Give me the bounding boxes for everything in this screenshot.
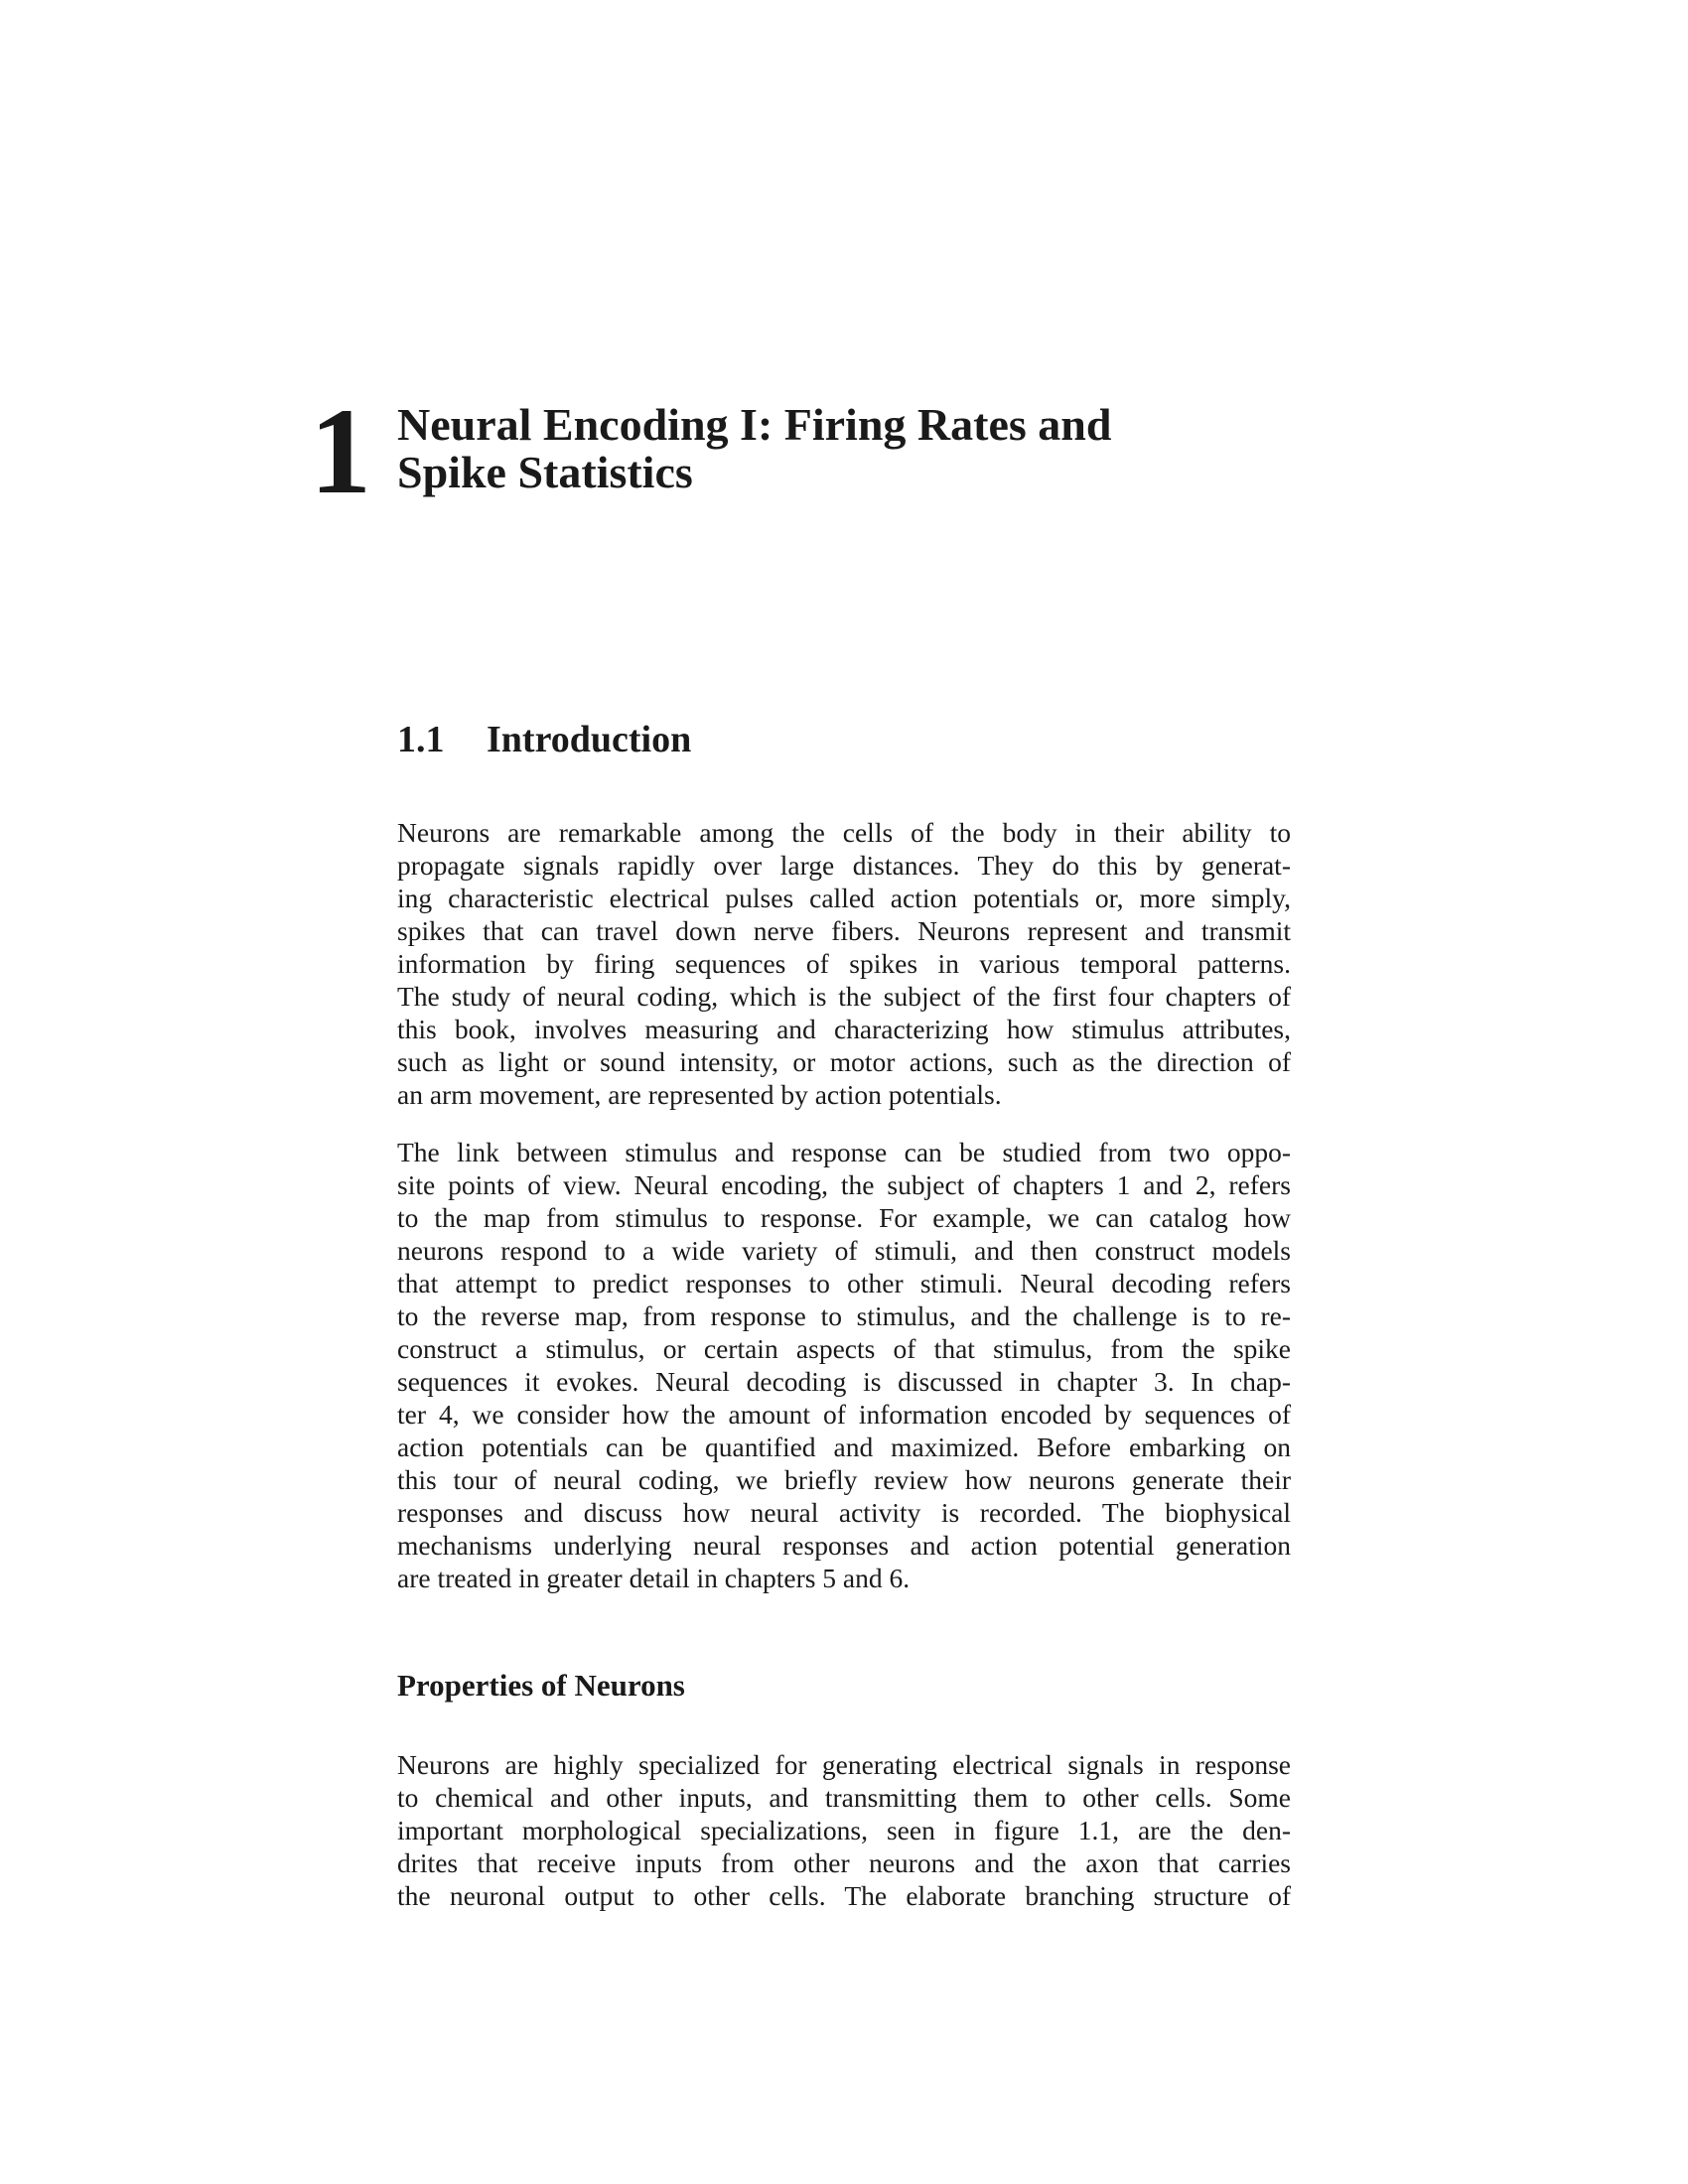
chapter-title xyxy=(397,401,1111,496)
text-line: neurons respond to a wide variety of stimuli, and then construct models xyxy=(397,1235,1291,1266)
text-line: site points of view. Neural encoding, the subject of chapters 1 and 2, refers xyxy=(397,1169,1291,1200)
text-line: the neuronal output to other cells. The elaborate branching structure of xyxy=(397,1880,1291,1911)
paragraph-introduction-1 xyxy=(397,816,1291,1111)
text-line: responses and discuss how neural activity is recorded. The biophysical xyxy=(397,1497,1291,1528)
section-heading xyxy=(397,717,691,762)
text-line: spikes that can travel down nerve fibers. Neurons represent and transmit xyxy=(397,915,1291,946)
text-line: Neurons are remarkable among the cells of the body in their ability to xyxy=(397,817,1291,848)
text-line: drites that receive inputs from other neurons and the axon that carries xyxy=(397,1847,1291,1878)
paragraph-introduction-2 xyxy=(397,1136,1291,1594)
text-line: Neurons are highly specialized for generating electrical signals in response xyxy=(397,1749,1291,1780)
text-line: construct a stimulus, or certain aspects of that stimulus, from the spike xyxy=(397,1333,1291,1364)
text-line: important morphological specializations, seen in figure 1.1, are the den- xyxy=(397,1815,1291,1845)
section-title: Introduction xyxy=(487,719,692,760)
subsection-heading: Properties of Neurons xyxy=(397,1668,685,1703)
paragraph-properties-of-neurons xyxy=(397,1748,1291,1912)
text-line: such as light or sound intensity, or motor actions, such as the direction of xyxy=(397,1046,1291,1077)
text-line: The study of neural coding, which is the subject of the first four chapters of xyxy=(397,981,1291,1012)
text-line: this tour of neural coding, we briefly review how neurons generate their xyxy=(397,1464,1291,1495)
text-line: that attempt to predict responses to other stimuli. Neural decoding refers xyxy=(397,1268,1291,1298)
chapter-heading xyxy=(310,383,1402,519)
text-line: mechanisms underlying neural responses and action potential generation xyxy=(397,1530,1291,1561)
text-line: to the map from stimulus to response. For example, we can catalog how xyxy=(397,1202,1291,1233)
text-line: propagate signals rapidly over large distances. They do this by generat- xyxy=(397,850,1291,881)
chapter-title-line-2: Spike Statistics xyxy=(397,447,693,497)
section-number: 1.1 xyxy=(397,719,445,760)
text-line: an arm movement, are represented by action potentials. xyxy=(397,1079,1002,1110)
text-line: ing characteristic electrical pulses called action potentials or, more simply, xyxy=(397,883,1291,913)
chapter-number: 1 xyxy=(310,383,371,519)
text-line: ter 4, we consider how the amount of information encoded by sequences of xyxy=(397,1399,1291,1430)
text-line: sequences it evokes. Neural decoding is discussed in chapter 3. In chap- xyxy=(397,1366,1291,1397)
chapter-title-line-1: Neural Encoding I: Firing Rates and xyxy=(397,399,1112,450)
text-line: are treated in greater detail in chapters 5 and 6. xyxy=(397,1563,911,1593)
text-line: The link between stimulus and response can be studied from two oppo- xyxy=(397,1137,1291,1167)
text-line: to chemical and other inputs, and transmitting them to other cells. Some xyxy=(397,1782,1291,1813)
text-line: to the reverse map, from response to stimulus, and the challenge is to re- xyxy=(397,1300,1291,1331)
text-line: action potentials can be quantified and maximized. Before embarking on xyxy=(397,1432,1291,1462)
text-line: information by firing sequences of spikes in various temporal patterns. xyxy=(397,948,1291,979)
text-line: this book, involves measuring and characterizing how stimulus attributes, xyxy=(397,1014,1291,1044)
